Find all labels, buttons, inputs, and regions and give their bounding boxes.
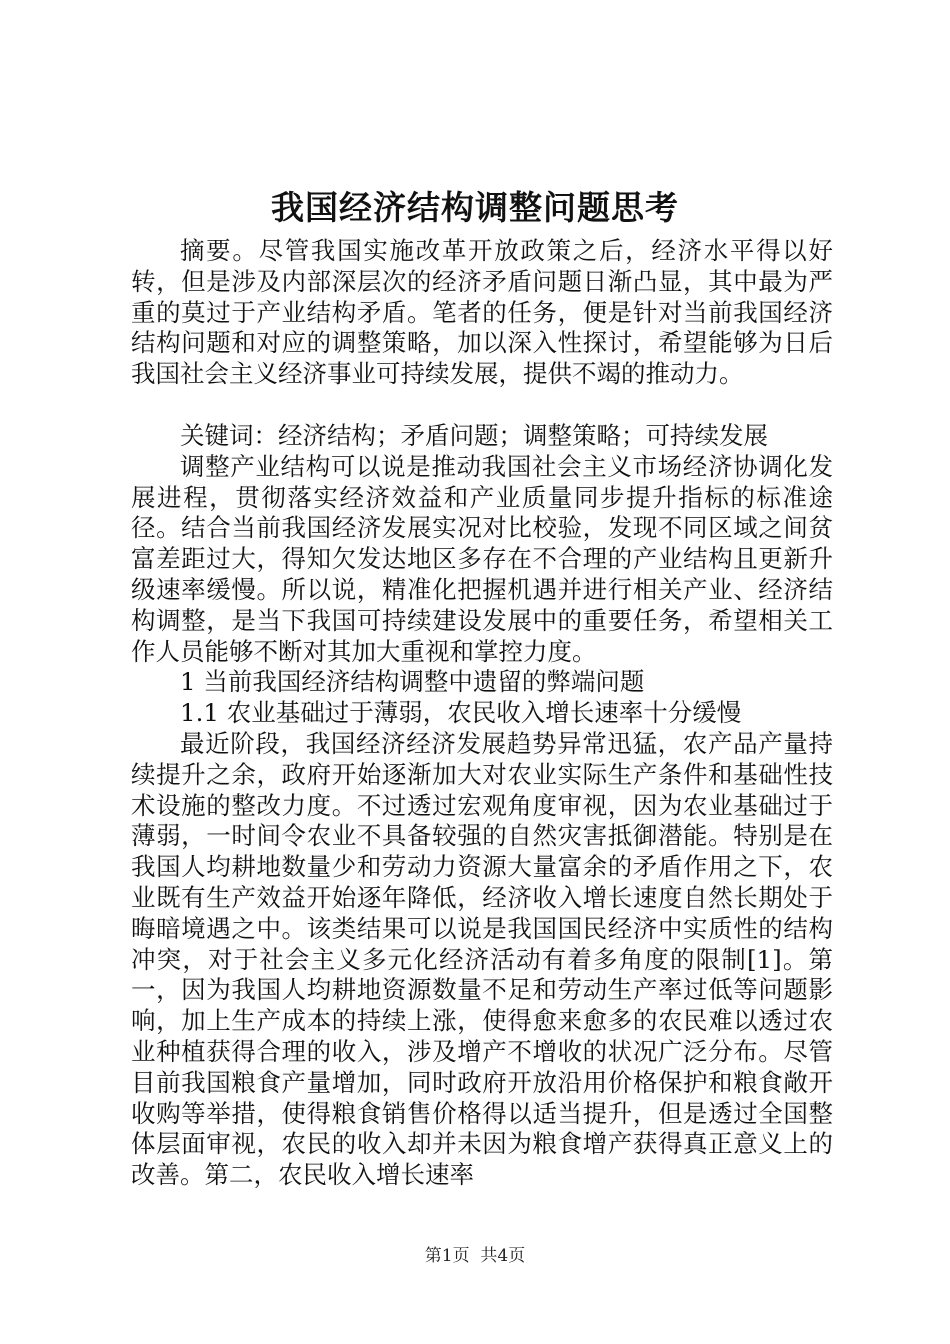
keywords-line: 关键词：经济结构；矛盾问题；调整策略；可持续发展 bbox=[180, 421, 768, 450]
page-number-footer: 第1页 共4页 bbox=[424, 1246, 526, 1266]
section-1-heading: 1 当前我国经济结构调整中遗留的弊端问题 bbox=[180, 667, 645, 697]
section-1-1-heading: 1.1 农业基础过于薄弱，农民收入增长速率十分缓慢 bbox=[180, 698, 742, 728]
main-text-block bbox=[131, 421, 833, 1191]
abstract-block bbox=[131, 236, 833, 390]
intro-paragraph: 调整产业结构可以说是推动我国社会主义市场经济协调化发展进程，贯彻落实经济效益和产业质量同步提升指标的标准途径。结合当前我国经济发展实况对比校验，发现不同区域之间贫富差距过大，得知欠发达地区多存在不合理的产业结构且更新升级速率缓慢。所以说，精准化把握机遇并进行相关产业、经济结构调整，是当下我国可持续建设发展中的重要任务，希望相关工作人员能够不断对其加大重视和掌控力度。 bbox=[131, 451, 833, 666]
section-1-1-paragraph: 最近阶段，我国经济经济发展趋势异常迅猛，农产品产量持续提升之余，政府开始逐渐加大对农业实际生产条件和基础性技术设施的整改力度。不过透过宏观角度审视，因为农业基础过于薄弱，一时间令农业不具备较强的自然灾害抵御潜能。特别是在我国人均耕地数量少和劳动力资源大量富余的矛盾作用之下，农业既有生产效益开始逐年降低，经济收入增长速度自然长期处于晦暗境遇之中。该类结果可以说是我国国民经济中实质性的结构冲突，对于社会主义多元化经济活动有着多角度的限制[1]。第一，因为我国人均耕地资源数量不足和劳动生产率过低等问题影响，加上生产成本的持续上涨，使得愈来愈多的农民难以透过农业种植获得合理的收入，涉及增产不增收的状况广泛分布。尽管目前我国粮食产量增加，同时政府开放沿用价格保护和粮食敞开收购等举措，使得粮食销售价格得以适当提升，但是透过全国整体层面审视，农民的收入却并未因为粮食增产获得真正意义上的改善。第二，农民收入增长速率 bbox=[131, 728, 833, 1190]
abstract-paragraph: 摘要。尽管我国实施改革开放政策之后，经济水平得以好转，但是涉及内部深层次的经济矛盾问题日渐凸显，其中最为严重的莫过于产业结构矛盾。笔者的任务，便是针对当前我国经济结构问题和对应的调整策略，加以深入性探讨，希望能够为日后我国社会主义经济事业可持续发展，提供不竭的推动力。 bbox=[131, 236, 833, 389]
document-title: 我国经济结构调整问题思考 bbox=[271, 188, 679, 227]
